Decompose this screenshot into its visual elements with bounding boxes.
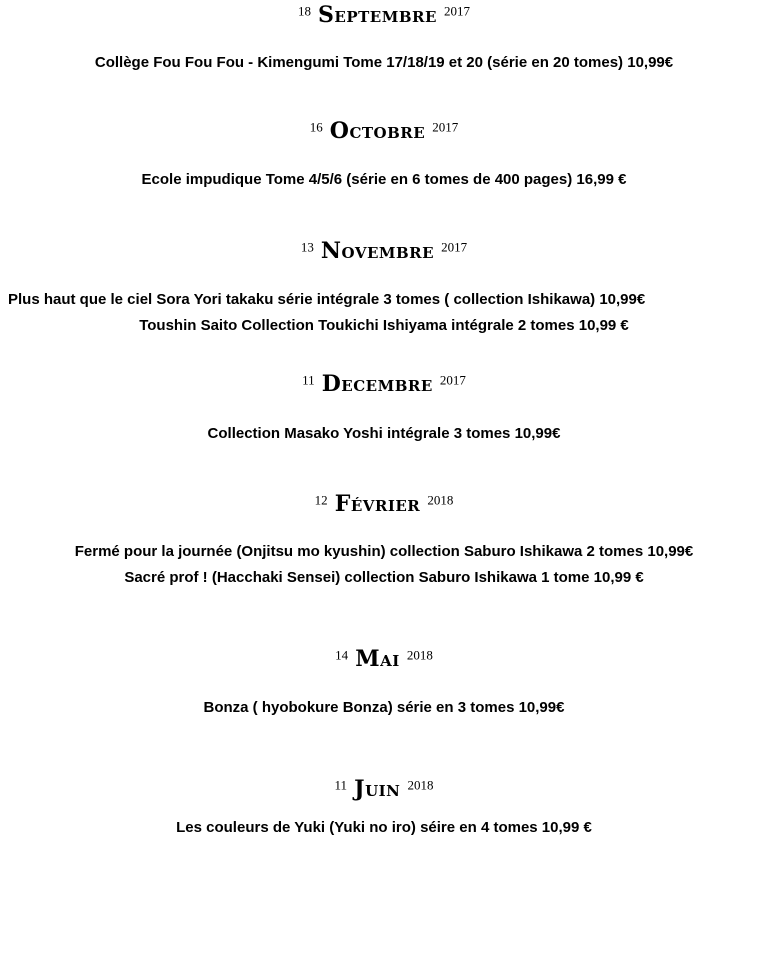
- date-month: Septembre: [318, 2, 437, 28]
- date-month: Novembre: [320, 238, 435, 264]
- date-day: 16: [309, 119, 323, 135]
- date-heading: [0, 120, 768, 142]
- date-year: 2018: [407, 777, 434, 793]
- date-day: 12: [314, 492, 328, 508]
- date-year: 2017: [441, 239, 468, 255]
- release-section-november: [0, 240, 768, 262]
- date-heading: [0, 778, 768, 800]
- date-year: 2017: [439, 372, 466, 388]
- date-year: 2017: [432, 119, 459, 135]
- release-section-december: [0, 373, 768, 395]
- date-day: 13: [300, 239, 314, 255]
- release-section-february: [0, 493, 768, 515]
- date-day: 11: [302, 372, 315, 388]
- date-heading: [0, 493, 768, 515]
- date-heading: [0, 648, 768, 670]
- date-month: Février: [334, 491, 421, 517]
- release-section-june: [0, 778, 768, 800]
- date-year: 2018: [427, 492, 454, 508]
- date-heading: [0, 240, 768, 262]
- date-day: 14: [335, 647, 349, 663]
- date-heading: [0, 4, 768, 26]
- date-day: 18: [297, 3, 311, 19]
- date-month: Juin: [354, 776, 401, 802]
- release-section-october: [0, 120, 768, 142]
- release-item: Collection Masako Yoshi intégrale 3 tomes 10,99€: [207, 425, 561, 442]
- release-item: Fermé pour la journée (Onjitsu mo kyushin) collection Saburo Ishikawa 2 tomes 10,99€: [74, 543, 694, 560]
- date-year: 2017: [444, 3, 471, 19]
- date-month: Mai: [355, 646, 400, 672]
- date-month: Decembre: [321, 371, 433, 397]
- release-item: Toushin Saito Collection Toukichi Ishiyama intégrale 2 tomes 10,99 €: [139, 317, 629, 334]
- date-month: Octobre: [329, 118, 426, 144]
- release-item: Ecole impudique Tome 4/5/6 (série en 6 tomes de 400 pages) 16,99 €: [141, 171, 627, 188]
- date-year: 2018: [406, 647, 433, 663]
- release-item: Les couleurs de Yuki (Yuki no iro) séire en 4 tomes 10,99 €: [176, 819, 592, 836]
- date-day: 11: [334, 777, 348, 793]
- release-section-september: [0, 4, 768, 26]
- release-section-may: [0, 648, 768, 670]
- release-item: Plus haut que le ciel Sora Yori takaku série intégrale 3 tomes ( collection Ishikawa) 10,99€: [8, 291, 646, 308]
- release-item: Sacré prof ! (Hacchaki Sensei) collection Saburo Ishikawa 1 tome 10,99 €: [124, 569, 644, 586]
- release-item: Bonza ( hyobokure Bonza) série en 3 tomes 10,99€: [203, 699, 565, 716]
- release-item: Collège Fou Fou Fou - Kimengumi Tome 17/18/19 et 20 (série en 20 tomes) 10,99€: [94, 54, 674, 71]
- date-heading: [0, 373, 768, 395]
